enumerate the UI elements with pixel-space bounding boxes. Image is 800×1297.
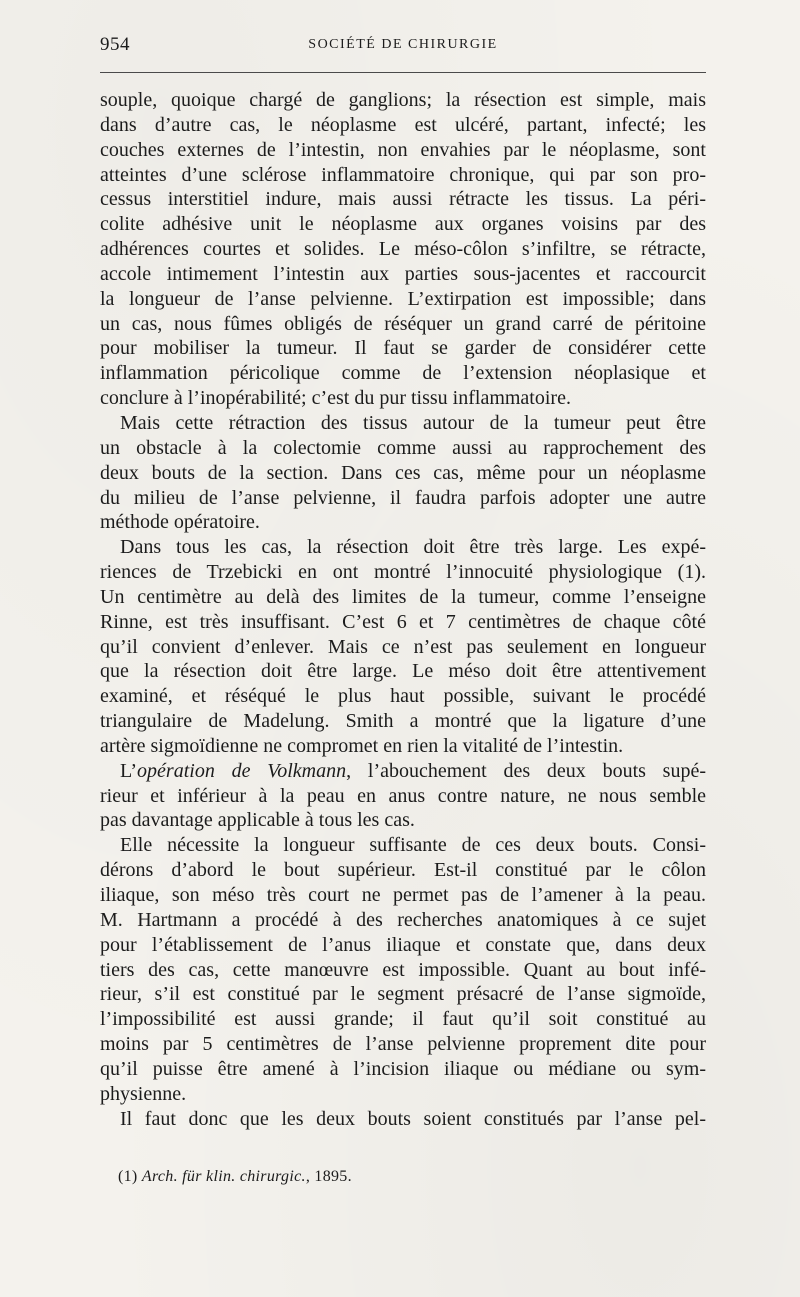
text-line: triangulaire de Madelung. Smith a montré que la ligature d’une (100, 710, 706, 733)
text-line: un cas, nous fûmes obligés de réséquer un grand carré de péritoine (100, 312, 706, 335)
text-line: rieur, s’il est constitué par le segment présacré de l’anse sigmoïde, (100, 983, 706, 1006)
text-line: que la résection doit être large. Le méso doit être attentivement (100, 660, 706, 683)
text-line: physienne. (100, 1082, 187, 1105)
text-line: dans d’autre cas, le néoplasme est ulcéré, partant, infecté; les (100, 113, 706, 136)
italic-title: opération de Volkmann (137, 759, 347, 782)
text-line: adhérences courtes et solides. Le méso-côlon s’infiltre, se rétracte, (100, 238, 706, 261)
text-line: examiné, et réséqué le plus haut possible, suivant le procédé (100, 685, 706, 708)
text-line: cessus interstitiel indure, mais aussi rétracte les tissus. La péri- (100, 188, 706, 211)
text-line: du milieu de l’anse pelvienne, il faudra parfois adopter une autre (100, 486, 706, 509)
text-line: Dans tous les cas, la résection doit être très large. Les expé- (120, 536, 706, 559)
text-line: iliaque, son méso très court ne permet pas de l’amener à la peau. (100, 884, 706, 906)
text-line: M. Hartmann a procédé à des recherches anatomiques à ce sujet (100, 908, 706, 931)
text-line: qu’il puisse être amené à l’incision iliaque ou médiane ou sym- (100, 1057, 706, 1080)
text-line: deux bouts de la section. Dans ces cas, même pour un néoplasme (100, 461, 706, 484)
body-text (100, 88, 706, 1131)
text-line: artère sigmoïdienne ne compromet en rien la vitalité de l’intestin. (100, 734, 624, 757)
text-line: Rinne, est très insuffisant. C’est 6 et 7 centimètres de chaque côté (100, 610, 706, 633)
text-line: Un centimètre au delà des limites de la tumeur, comme l’enseigne (100, 585, 706, 608)
text-line: méthode opératoire. (100, 511, 260, 534)
footnote-year: , 1895. (305, 1168, 352, 1185)
text-line: qu’il convient d’enlever. Mais ce n’est pas seulement en longueur (100, 635, 706, 658)
text-line: Elle nécessite la longueur suffisante de ces deux bouts. Consi- (120, 834, 706, 857)
text-line: un obstacle à la colectomie comme aussi au rapprochement des (100, 436, 706, 459)
text-line: l’impossibilité est aussi grande; il faut qu’il soit constitué au (100, 1008, 706, 1031)
page-header (100, 34, 706, 62)
text-line: tiers des cas, cette manœuvre est impossible. Quant au bout infé- (100, 958, 706, 981)
footnote (118, 1168, 352, 1186)
text-line: rieur et inférieur à la peau en anus contre nature, ne nous semble (100, 784, 706, 807)
text-line: pour mobiliser la tumeur. Il faut se garder de considérer cette (100, 337, 706, 360)
text-line: dérons d’abord le bout supérieur. Est-il constitué par le côlon (100, 859, 706, 882)
text-line: colite adhésive unit le néoplasme aux organes voisins par des (100, 213, 706, 236)
footnote-source: Arch. für klin. chirurgic. (141, 1168, 306, 1185)
text-line: inflammation péricolique comme de l’extension néoplasique et (100, 362, 706, 385)
text-line: conclure à l’inopérabilité; c’est du pur tissu inflammatoire. (100, 387, 571, 410)
text-fragment: , l’abouchement des deux bouts supé- (346, 759, 706, 782)
text-line: moins par 5 centimètres de l’anse pelvienne proprement dite pour (100, 1033, 706, 1056)
text-line: atteintes d’une sclérose inflammatoire chronique, qui par son pro- (100, 163, 706, 186)
text-line: Mais cette rétraction des tissus autour de la tumeur peut être (120, 411, 706, 434)
running-head: SOCIÉTÉ DE CHIRURGIE (308, 37, 498, 52)
text-line: pour l’établissement de l’anus iliaque et constate que, dans deux (100, 933, 706, 956)
text-line: souple, quoique chargé de ganglions; la résection est simple, mais (100, 89, 706, 111)
text-fragment: L’ (120, 759, 138, 782)
footnote-marker: (1) (118, 1168, 138, 1185)
page-number: 954 (100, 34, 130, 55)
text-line: couches externes de l’intestin, non envahies par le néoplasme, sont (100, 138, 706, 161)
header-rule (100, 72, 706, 73)
text-line-italic (100, 759, 706, 784)
text-line: accole intimement l’intestin aux parties sous-jacentes et raccourcit (100, 262, 706, 285)
text-line: la longueur de l’anse pelvienne. L’extirpation est impossible; dans (100, 287, 706, 310)
text-line: Il faut donc que les deux bouts soient constitués par l’anse pel- (120, 1107, 706, 1130)
text-line: pas davantage applicable à tous les cas. (100, 809, 415, 832)
text-line: riences de Trzebicki en ont montré l’innocuité physiologique (1). (100, 561, 706, 584)
